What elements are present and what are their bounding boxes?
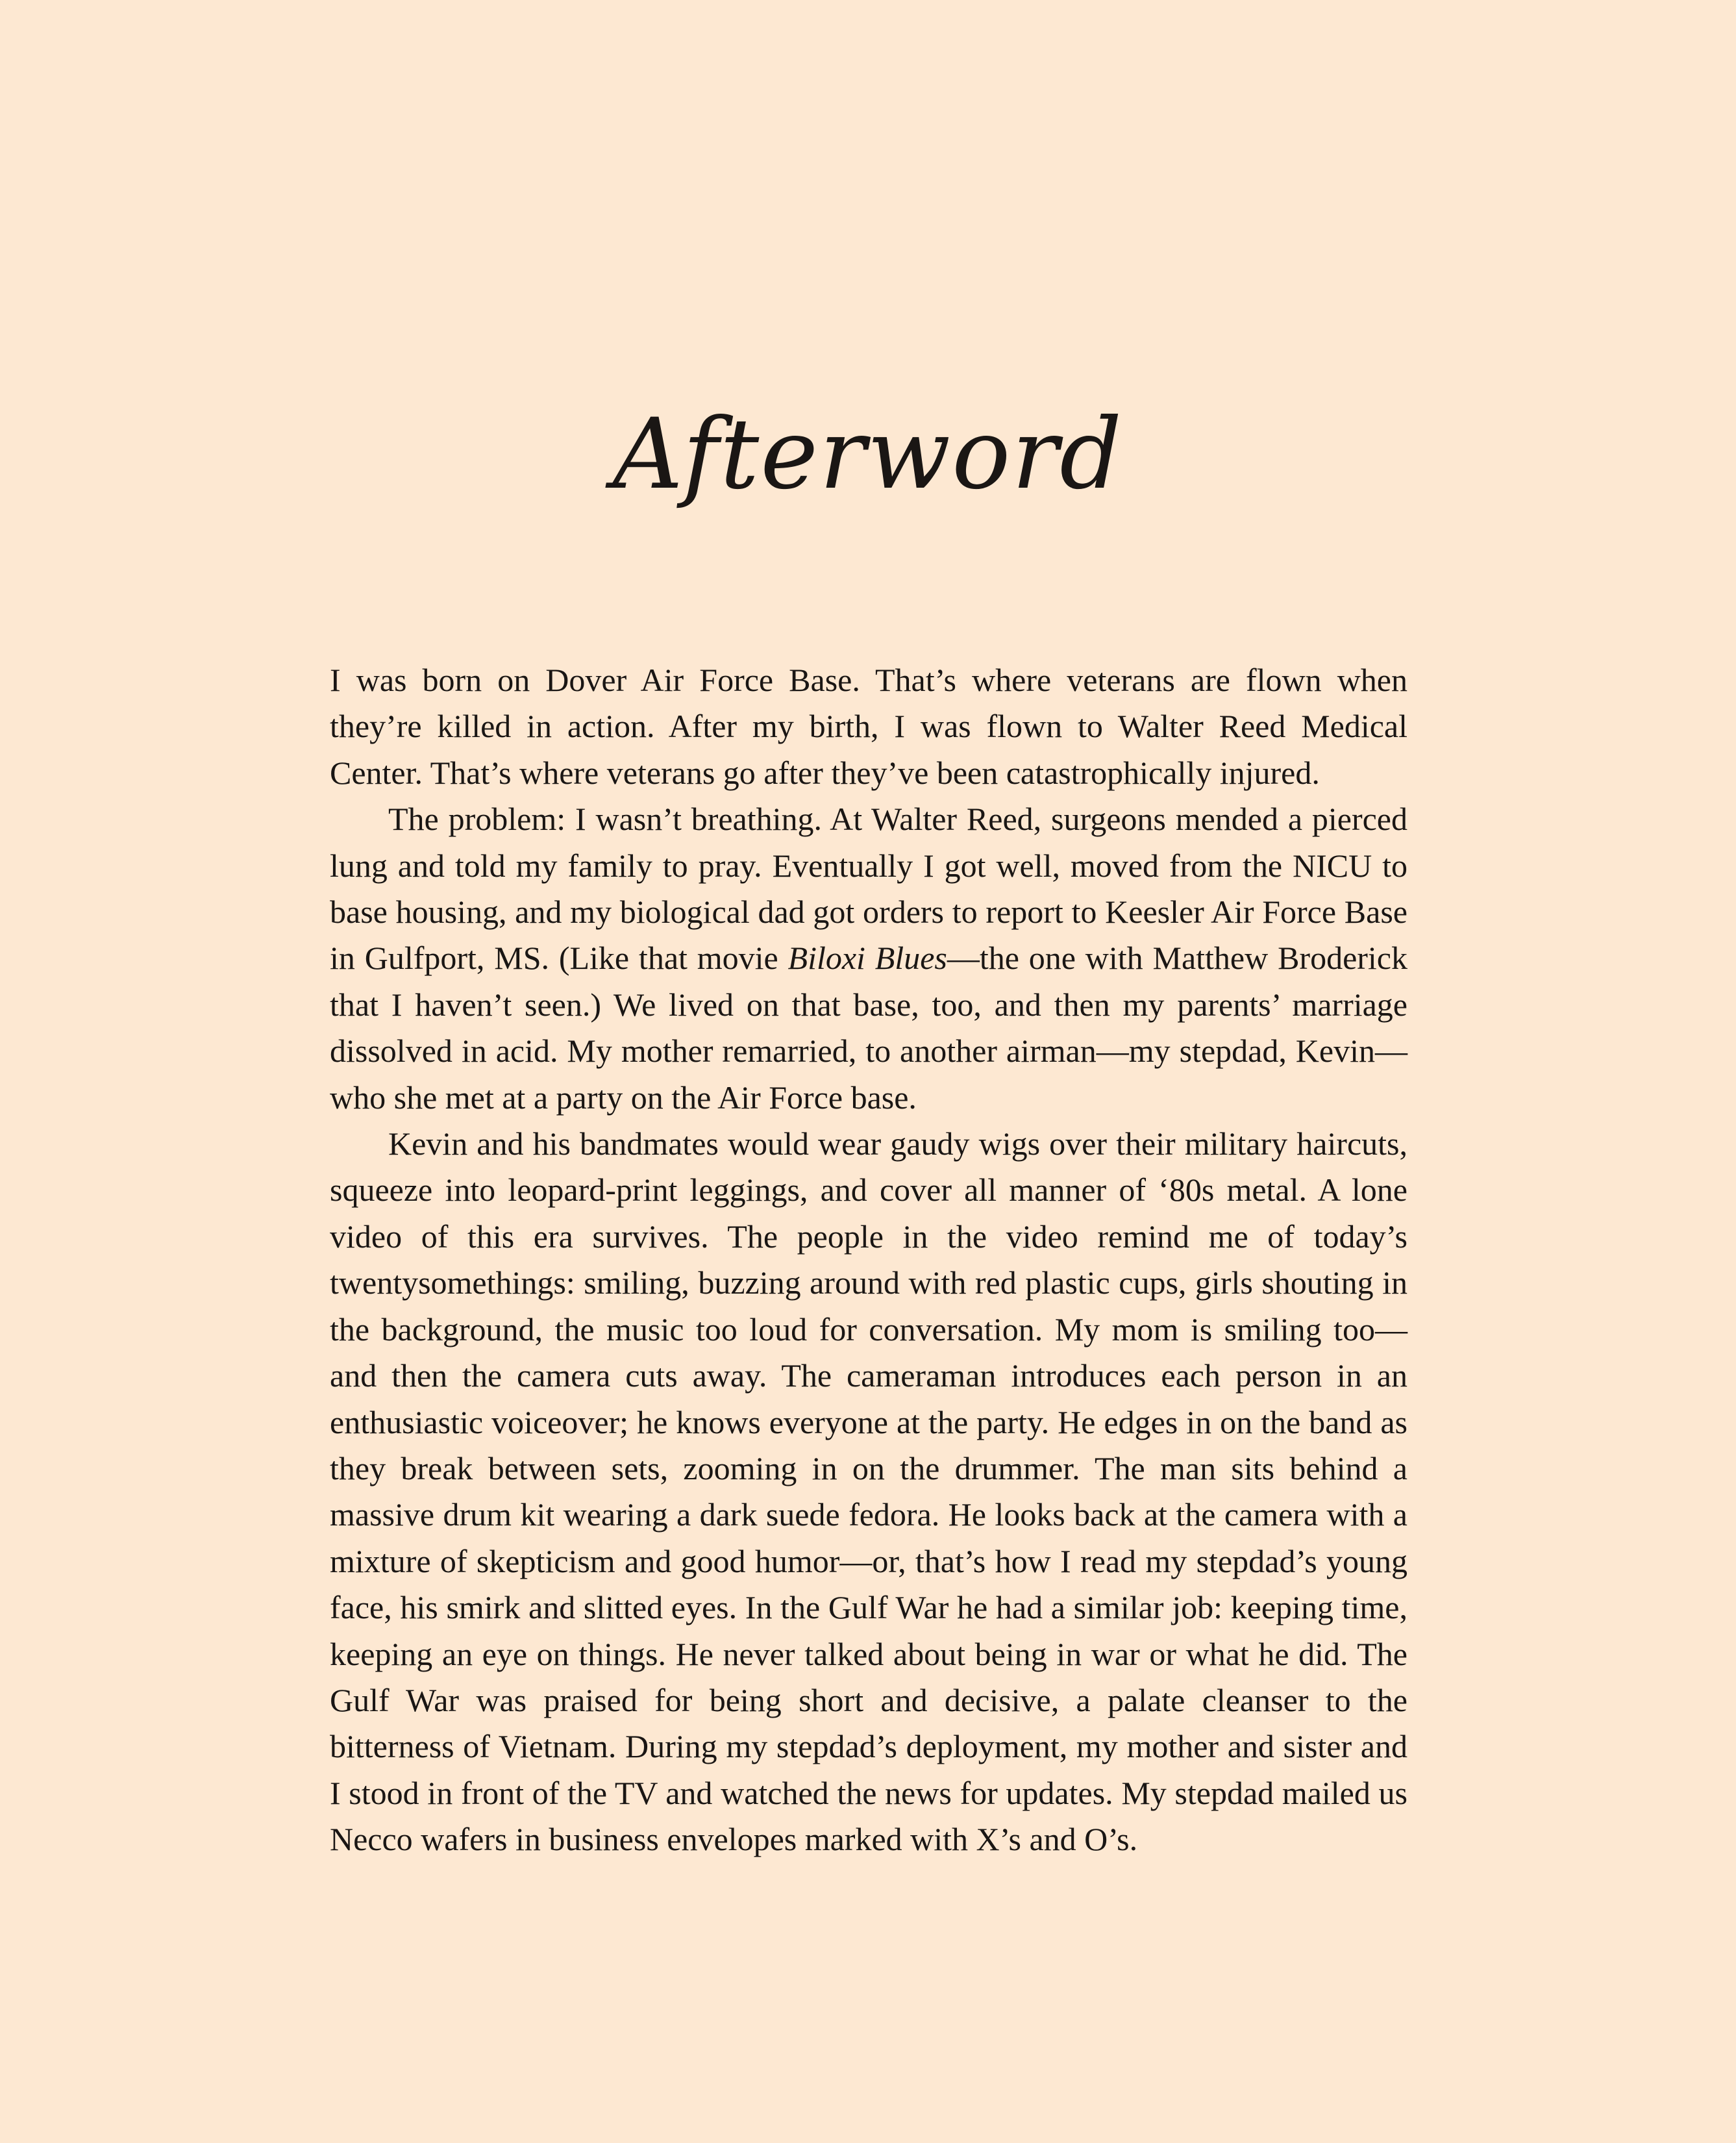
chapter-body — [330, 657, 1407, 1863]
paragraph-2-text-end: —the one with Matthew Broderick that I haven’t seen.) We lived on that base, too, and then my parents’ marriage dissolved in acid. My mother remarried, to another airman—my stepdad, Kevin— who she met at a party on the Air Force base. — [330, 940, 1407, 1116]
chapter-title: Afterword — [612, 398, 1124, 511]
paragraph-1: I was born on Dover Air Force Base. That’s where veterans are flown when they’re killed in action. After my birth, I was flown to Walter Reed Medical Center. That’s where veterans go after they’ve been catastrophically injured. — [330, 662, 1407, 791]
movie-title: Biloxi Blues — [787, 940, 947, 977]
paragraph-3: Kevin and his bandmates would wear gaudy wigs over their military haircuts, squeeze into leopard-print leggings, and cover all manner of ‘80s metal. A lone video of this era survives. The people in the video remind me of today’s twentysomethings: smiling, buzzing around with red plastic cups, girls shouting in the background, the music too loud for conversation. My mom is smiling too—and then the camera cuts away. The cameraman introduces each person in an enthusiastic voiceover; he knows everyone at the party. He edges in on the band as they break between sets, zooming in on the drummer. The man sits behind a massive drum kit wearing a dark suede fedora. He looks back at the camera with a mixture of skepticism and good humor—or, that’s how I read my stepdad’s young face, his smirk and slitted eyes. In the Gulf War he had a similar job: keeping time, keeping an eye on things. He never talked about being in war or what he did. The Gulf War was praised for being short and decisive, a palate cleanser to the bitterness of Vietnam. During my stepdad’s deployment, my mother and sister and I stood in front of the TV and watched the news for updates. My stepdad mailed us Necco wafers in business envelopes marked with X’s and O’s. — [330, 1125, 1407, 1858]
paragraph-2-text-start: The problem: I wasn’t breathing. At Walter Reed, surgeons mended a pierced lung and told my family to pray. Eventually I got well, moved from the NICU to base housing, and my biological dad got orders to report to Keesler Air Force Base in Gulfport, MS. (Like that movie — [330, 801, 1407, 977]
paragraph-2 — [330, 796, 1407, 1121]
